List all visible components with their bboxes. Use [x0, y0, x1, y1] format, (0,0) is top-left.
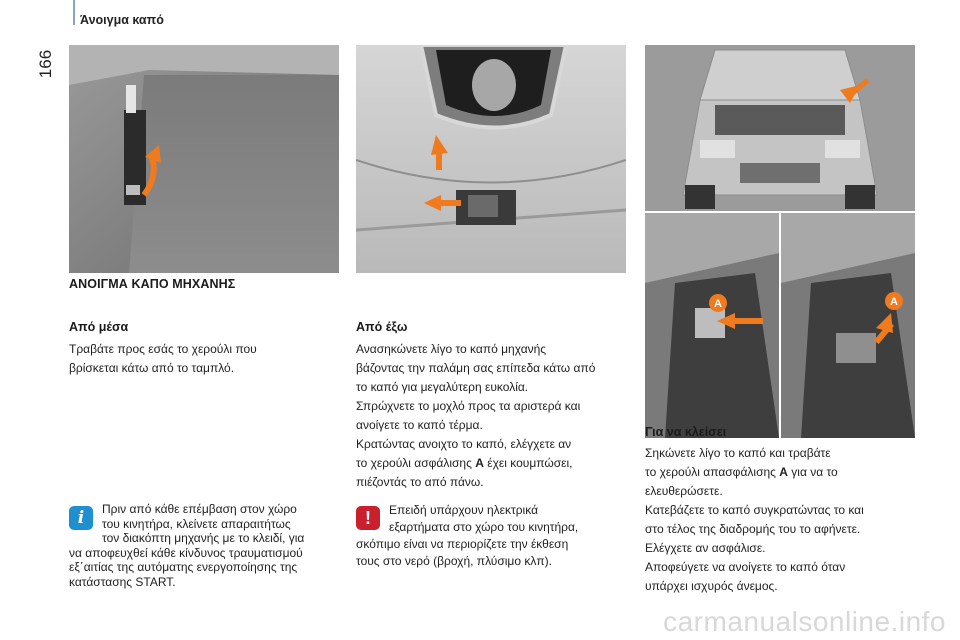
close-text: Σηκώνετε λίγο το καπό και τραβάτε το χερούλι απασφάλισης A για να το ελευθερώσετε. Κατεβάζετε το καπό συγκρατώντας το και στο τέλος της διαδρομής του το αφήνετε. Ελέγχετε αν ασφάλισε. Αποφεύγετε να ανοίγετε το καπό όταν υπάρχει ισχυρός άνεμος.	[645, 446, 864, 593]
main-title: ΑΝΟΙΓΜΑ ΚΑΠΟ ΜΗΧΑΝΗΣ	[69, 277, 236, 291]
warning-icon: !	[356, 506, 380, 530]
outside-title: Από έξω	[356, 320, 408, 334]
warning-note: Επειδή υπάρχουν ηλεκτρικά εξαρτήματα στο χώρο του κινητήρα, σκόπιμο είναι να περιορίζετε την έκθεση τους στο νερό (βροχή, πλύσιμο κλπ).	[356, 503, 579, 568]
photo-latch-a-left	[645, 213, 779, 438]
info-icon: i	[69, 506, 93, 530]
inside-text: Τραβάτε προς εσάς το χερούλι που βρίσκεται κάτω από το ταμπλό.	[69, 342, 257, 375]
page-number: 166	[36, 49, 55, 79]
svg-text:A: A	[714, 298, 722, 310]
photo-latch-a-right	[781, 213, 915, 438]
watermark: carmanualsonline.info	[663, 606, 946, 637]
section-title: Άνοιγμα καπό	[80, 13, 164, 27]
header-rule	[73, 0, 75, 25]
info-note: Πριν από κάθε επέμβαση στον χώρο του κινητήρα, κλείνετε απαραιτήτως τον διακόπτη μηχανής με το κλειδί, για να αποφευχθεί κάθε κίνδυνος τραυματισμού εξ΄αιτίας της αυτόματης ενεργοποίησης της κατάστασης START.	[69, 502, 305, 589]
inside-title: Από μέσα	[69, 320, 129, 334]
photo-vehicle-front	[645, 45, 915, 211]
photo-outside-latch	[356, 45, 626, 273]
photo-inside-lever	[69, 45, 339, 273]
close-title: Για να κλείσει	[645, 425, 727, 439]
outside-text: Ανασηκώνετε λίγο το καπό μηχανής βάζοντας την παλάμη σας επίπεδα κάτω από το καπό για μεγαλύτερη ευκολία. Σπρώχνετε το μοχλό προς τα αριστερά και ανοίγετε το καπό τέρμα. Κρατώντας ανοιχτο το καπό, ελέγχετε αν το χερούλι ασφάλισης A έχει κουμπώσει, πιέζοντάς το από πάνω.	[356, 342, 596, 489]
svg-text:A: A	[890, 296, 898, 308]
